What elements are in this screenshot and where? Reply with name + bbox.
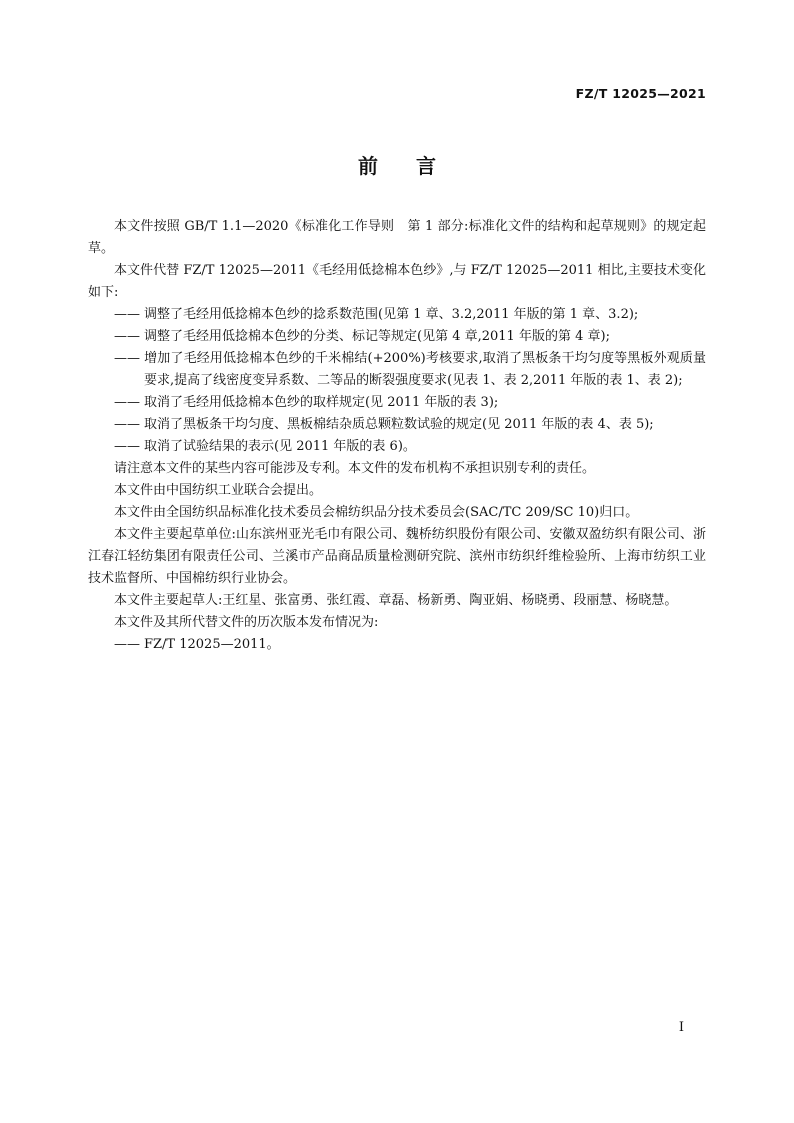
change-item-text: 取消了试验结果的表示(见 2011 年版的表 6)。 xyxy=(144,439,416,454)
title-char-1: 前 xyxy=(358,154,378,178)
foreword-body xyxy=(88,216,706,656)
standard-code: FZ/T 12025—2021 xyxy=(575,86,706,101)
change-item xyxy=(88,436,706,458)
dash-marker: —— xyxy=(114,395,140,410)
change-item xyxy=(88,326,706,348)
change-item xyxy=(88,414,706,436)
paragraph-drafters: 本文件主要起草人:王红星、张富勇、张红霞、章磊、杨新勇、陶亚娟、杨晓勇、段丽慧、杨晓慧。 xyxy=(114,593,678,608)
dash-marker: —— xyxy=(114,417,140,432)
page-number: I xyxy=(678,1020,684,1035)
change-item xyxy=(88,304,706,326)
change-item xyxy=(88,348,706,392)
paragraph-patent-notice: 请注意本文件的某些内容可能涉及专利。本文件的发布机构不承担识别专利的责任。 xyxy=(114,461,596,476)
paragraph-managed-by: 本文件由全国纺织品标准化技术委员会棉纺织品分技术委员会(SAC/TC 209/SC 10)归口。 xyxy=(114,505,639,520)
paragraph-replacement: 本文件代替 FZ/T 12025—2011《毛经用低捻棉本色纱》,与 FZ/T 12025—2011 相比,主要技术变化如下: xyxy=(88,263,706,300)
change-item xyxy=(88,392,706,414)
change-item-text: 取消了毛经用低捻棉本色纱的取样规定(见 2011 年版的表 3); xyxy=(144,395,499,410)
paragraph-drafting-units: 本文件主要起草单位:山东滨州亚光毛巾有限公司、魏桥纺织股份有限公司、安徽双盈纺织有限公司、浙江春江轻纺集团有限责任公司、兰溪市产品商品质量检测研究院、滨州市纺织纤维检验所、上海市纺织工业技术监督所、中国棉纺织行业协会。 xyxy=(88,527,706,586)
change-item-text: 调整了毛经用低捻棉本色纱的分类、标记等规定(见第 4 章,2011 年版的第 4 章); xyxy=(144,329,610,344)
paragraph-drafting-rules: 本文件按照 GB/T 1.1—2020《标准化工作导则 第 1 部分:标准化文件的结构和起草规则》的规定起草。 xyxy=(88,219,706,256)
dash-marker: —— xyxy=(114,439,140,454)
title-char-2: 言 xyxy=(416,154,436,178)
paragraph-history-intro: 本文件及其所代替文件的历次版本发布情况为: xyxy=(114,615,379,630)
dash-marker: —— xyxy=(114,307,140,322)
change-item-text: 取消了黑板条干均匀度、黑板棉结杂质总颗粒数试验的规定(见 2011 年版的表 4、表 5); xyxy=(144,417,654,432)
dash-marker: —— xyxy=(114,329,140,344)
change-item-text: 调整了毛经用低捻棉本色纱的捻系数范围(见第 1 章、3.2,2011 年版的第 1 章、3.2); xyxy=(144,307,639,322)
page-title xyxy=(0,150,794,179)
history-item-text: FZ/T 12025—2011。 xyxy=(144,637,280,652)
dash-marker: —— xyxy=(114,637,140,652)
change-item-text: 增加了毛经用低捻棉本色纱的千米棉结(+200%)考核要求,取消了黑板条干均匀度等黑板外观质量要求,提高了线密度变异系数、二等品的断裂强度要求(见表 1、表 2,2011 年版的表 1、表 2); xyxy=(144,351,706,388)
paragraph-proposed-by: 本文件由中国纺织工业联合会提出。 xyxy=(114,483,323,498)
history-item xyxy=(88,634,706,656)
dash-marker: —— xyxy=(114,351,140,366)
